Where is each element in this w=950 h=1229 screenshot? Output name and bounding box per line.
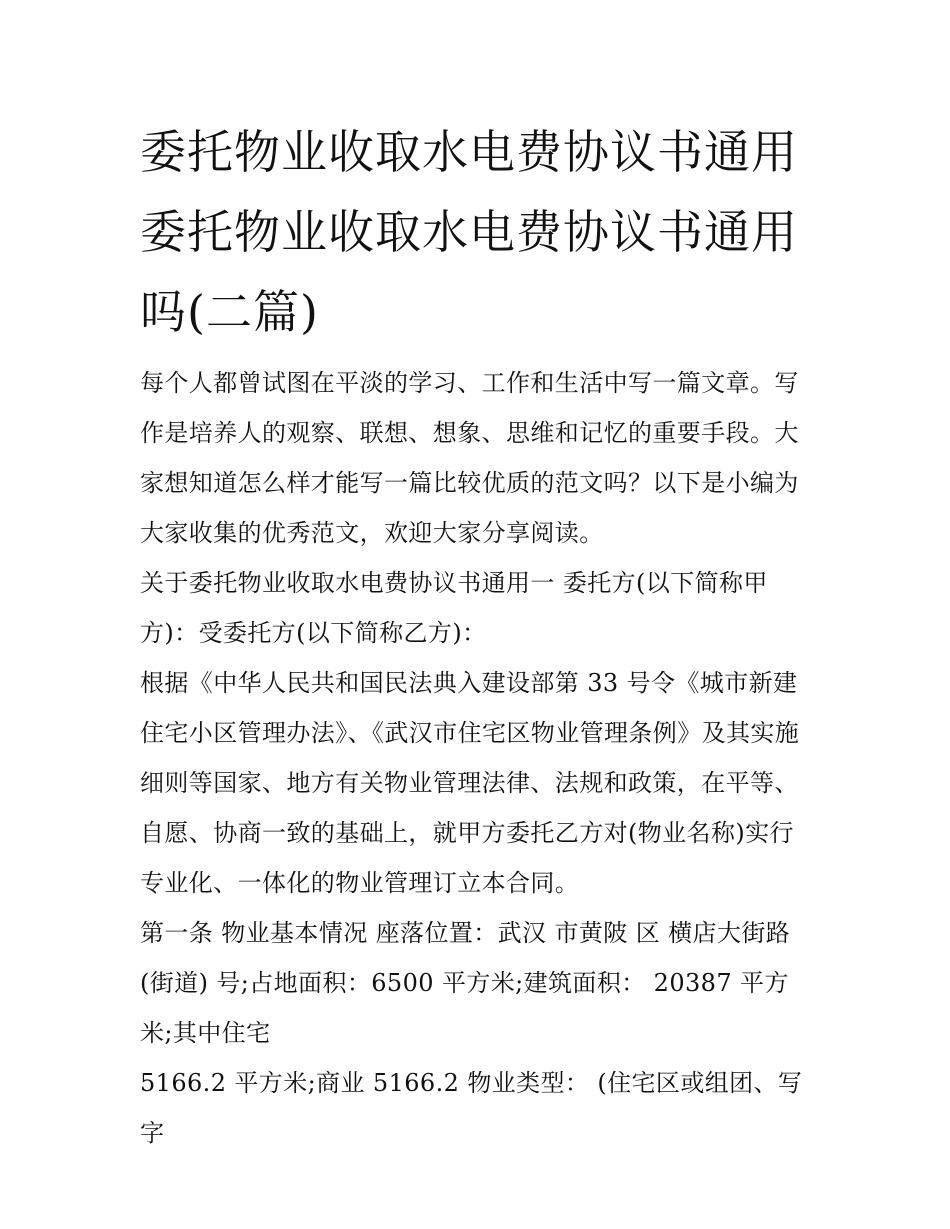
document-title: 委托物业收取水电费协议书通用 委托物业收取水电费协议书通用吗(二篇) bbox=[140, 125, 798, 339]
property-type-paragraph: 5166.2 平方米;商业 5166.2 物业类型： (住宅区或组团、写字 bbox=[140, 1069, 803, 1147]
document-page bbox=[140, 112, 816, 1158]
basis-paragraph: 根据《中华人民共和国民法典入建设部第 33 号令《城市新建住宅小区管理办法》、《武汉市住宅区物业管理条例》及其实施细则等国家、地方有关物业管理法律、法规和政策，在平等、自愿、协商一致的基础上，就甲方委托乙方对(物业名称)实行专业化、一体化的物业管理订立本合同。 bbox=[140, 669, 800, 897]
parties-paragraph: 关于委托物业收取水电费协议书通用一 委托方(以下简称甲方)：受委托方(以下简称乙方)： bbox=[140, 569, 768, 647]
intro-paragraph: 每个人都曾试图在平淡的学习、工作和生活中写一篇文章。写作是培养人的观察、联想、想象、思维和记忆的重要手段。大家想知道怎么样才能写一篇比较优质的范文吗？以下是小编为大家收集的优秀范文，欢迎大家分享阅读。 bbox=[140, 369, 799, 547]
article-one-paragraph: 第一条 物业基本情况 座落位置：武汉 市黄陂 区 横店大街路(街道) 号;占地面积：6500 平方米;建筑面积： 20387 平方米;其中住宅 bbox=[140, 919, 791, 1047]
